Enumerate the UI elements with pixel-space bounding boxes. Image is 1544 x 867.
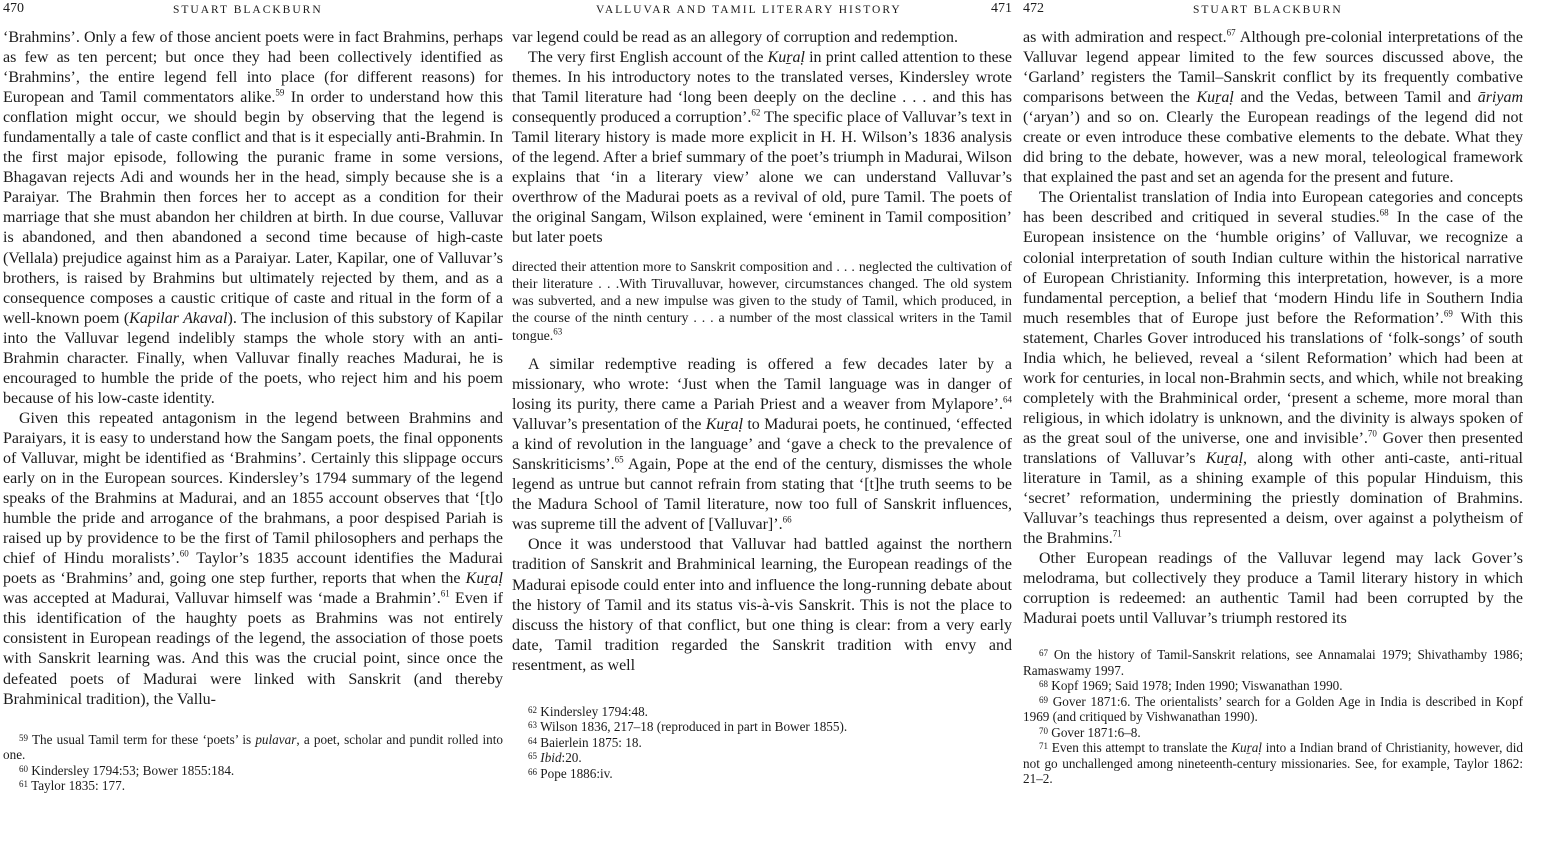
page-472 [1023,0,1523,867]
running-head: STUART BLACKBURN [173,4,323,16]
footnote-60: $^{60}$ Kindersley 1794:53; Bower 1855:184. [19,762,235,778]
page-number: 470 [3,1,24,16]
footnote-number: 66 [528,766,537,777]
paragraph: The Orientalist translation of India into European categories and concepts has been described and critiqued in several studies.$^{68}$ In the case of the European insistence on the ‘humble origins’ of Valluvar, we recognize a colonial interpretation of south Indian culture within the historical narrative of European Christianity. Informing this interpretation, however, is a more fundamental perception, a belief that ‘modern Hindu life in Southern India much resembles that of Europe just before the Reformation’.$^{69}$ With this statement, Charles Gover introduced his translations of ‘folk-songs’ of south India which, he believed, reveal a ‘silent Reformation’ which had been at work for centuries, in local non-Brahmin sects, and which, while not breaking completely with the Brahminical order, ‘present a scheme, more moral than religious, in which idolatry is unknown, and the divinity is always spoken of as the great soul of the universe, one and invisible’.$^{70}$ Gover then presented translations of Valluvar’s Kuṟaḷ, along with other anti-caste, anti-ritual literature in Tamil, as a shining example of this popular Hinduism, this ‘secret’ reformation, undermining the priestly domination of Brahmins. Valluvar’s teachings thus represented a deism, over against a polytheism of the Brahmins.$^{71}$ [1023,189,1523,548]
footnote-70: $^{70}$ Gover 1871:6–8. [1039,724,1141,740]
footnote-ref[interactable]: 61 [440,588,450,599]
italic-term: Kuṟaḷ [767,49,805,67]
footnote-71: $^{71}$ Even this attempt to translate the Kuṟaḷ into a Indian brand of Christianity, however, did not go unchallenged among nineteenth-century missionaries. See, for example, Taylor 1862: 21–2. [1023,740,1523,787]
footnote-59: $^{59}$ The usual Tamil term for these ‘poets’ is pulavar, a poet, scholar and pundit rolled into one. [3,731,503,763]
paragraph: ‘Brahmins’. Only a few of those ancient poets were in fact Brahmins, perhaps as few as ten percent; but once they had been collectively identified as ‘Brahmins’, the entire legend fell into place (for different reasons) for European and Tamil commentators alike.$^{59}$ In order to understand how this conflation might occur, we should begin by observing that the legend is fundamentally a tale of caste conflict and that is it especially anti-Brahmin. In the first major episode, following the puranic frame in some versions, Bhagavan rejects Adi and wounds her in the head, simply because she is a Paraiyar. The Brahmin then forces her to accept as a condition for their marriage that she must abandon her children at birth. In due course, Valluvar is abandoned, and then abandoned a second time because of high-caste (Vellala) prejudice against him as a Paraiyar. Later, Kapilar, one of Valluvar’s brothers, is raised by Brahmins but ultimately rejected by them, and as a consequence composes a caustic critique of caste and ritual in the form of a well-known poem (Kapilar Akaval). The inclusion of this substory of Kapilar into the Valluvar legend indelibly stamps the whole story with an anti-Brahmin character. Finally, when Valluvar finally reaches Madurai, he is encouraged to humble the pride of the poets, who reject him and his poem because of his low-caste identity. [3,29,503,407]
italic-term: Ibid [540,750,562,766]
paragraph: A similar redemptive reading is offered a few decades later by a missionary, who wrote: ‘Just when the Tamil language was in danger of losing its purity, there came a Pariah Priest and a weaver from Mylapore’.$^{64}$ Valluvar’s presentation of the Kuṟaḷ to Madurai poets, he continued, ‘effected a kind of revolution in the language’ and ‘gave a check to the prevalence of Sanskriticisms’.$^{65}$ Again, Pope at the end of the century, dismisses the whole legend as untrue but cannot refrain from stating that ‘[t]he truth seems to be the Madura School of Tamil literature, now too full of Sanskrit influences, was supreme till the advent of [Valluvar]’.$^{66}$ [512,356,1012,534]
footnote-number: 69 [1039,694,1048,705]
italic-term: Kuṟaḷ [1196,89,1234,107]
footnotes [3,732,503,794]
footnote-ref[interactable]: 69 [1443,308,1453,319]
footnote-62: $^{62}$ Kindersley 1794:48. [528,703,648,719]
footnote-number: 70 [1039,725,1048,736]
page-number: 471 [991,1,1012,16]
paragraph: as with admiration and respect.$^{67}$ Although pre-colonial interpretations of the Valluvar legend appear limited to the few sources discussed above, the ‘Garland’ registers the Tamil–Sanskrit conflict by its frequently combative comparisons between the Kuṟaḷ and the Vedas, between Tamil and āriyam (‘aryan’) and so on. Clearly the European readings of the legend did not create or even introduce these combative elements to the debate. What they did bring to the debate, however, was a new moral, teleological framework that explained the past and set an agenda for the present and future. [1023,27,1523,187]
italic-term: Kuṟaḷ [1231,740,1262,756]
running-head: VALLUVAR AND TAMIL LITERARY HISTORY [596,4,902,16]
page-header [1023,0,1523,20]
page-header [512,0,1012,20]
footnote-ref[interactable]: 64 [1003,394,1012,405]
footnote-number: 71 [1039,741,1048,752]
page-471 [512,0,1012,867]
footnote-ref[interactable]: 67 [1226,27,1236,38]
footnote-ref[interactable]: 62 [751,107,761,118]
footnote-63: $^{63}$ Wilson 1836, 217–18 (reproduced in part in Bower 1855). [528,719,848,735]
paragraph: Other European readings of the Valluvar legend may lack Gover’s melodrama, but collectively they produce a Tamil literary history in which corruption is redeemed: an authentic Tamil had been corrupted by the Madurai poets until Valluvar’s triumph restored its [1023,550,1523,628]
footnote-64: $^{64}$ Baierlein 1875: 18. [528,734,642,750]
footnote-ref[interactable]: 71 [1112,528,1122,539]
body-text [1023,28,1523,629]
footnote-ref[interactable]: 59 [275,87,285,98]
footnote-69: $^{69}$ Gover 1871:6. The orientalists’ search for a Golden Age in India is described in Kopf 1969 (and critiqued by Vishwanathan 1990). [1023,693,1523,725]
footnote-number: 59 [19,732,28,743]
italic-term: Kuṟaḷ [465,570,503,588]
italic-term: Kapilar Akaval [129,309,228,327]
page-470 [3,0,503,867]
italic-term: Kuṟaḷ [705,416,744,434]
paragraph: Once it was understood that Valluvar had battled against the northern tradition of Sanskrit and Brahminical learning, the European readings of the Madurai episode could enter into and influence the long-running debate about the history of Tamil and its status vis-à-vis Sanskrit. This is not the place to discuss the history of that conflict, but one thing is clear: from a very early date, Tamil tradition regarded the Sanskrit tradition with envy and resentment, as well [512,536,1012,674]
page-number: 472 [1023,1,1044,16]
footnote-number: 60 [19,763,28,774]
footnote-number: 64 [528,735,537,746]
running-head: STUART BLACKBURN [1193,4,1343,16]
paragraph: Given this repeated antagonism in the legend between Brahmins and Paraiyars, it is easy to understand how the Sangam poets, the final opponents of Valluvar, might be identified as ‘Brahmins’. Certainly this slippage occurs early on in the European sources. Kindersley’s 1794 summary of the legend speaks of the Brahmins at Madurai, and an 1855 account observes that ‘[t]o humble the pride and arrogance of the brahmans, a poor despised Pariah is raised up by providence to be the first of Tamil philosophers and perhaps the chief of Hindu moralists’.$^{60}$ Taylor’s 1835 account identifies the Madurai poets as ‘Brahmins’ and, going one step further, reports that when the Kuṟaḷ was accepted at Madurai, Valluvar himself was ‘made a Brahmin’.$^{61}$ Even if this identification of the haughty poets as Brahmins was not entirely consistent in European readings of the legend, the association of those poets with Sanskrit learning was. And this was the crucial point, since once the defeated poets of Madurai were linked with Sanskrit (and thereby Brahminical tradition), the Vallu- [3,409,503,708]
block-quote: directed their attention more to Sanskrit composition and . . . neglected the cultivation of their literature . . .With Tiruvalluvar, however, circumstances changed. The old system was subverted, and a new impulse was given to the study of Tamil, which produced, in the course of the ninth century . . . a number of the most classical writers in the Tamil tongue.$^{63}$ [512,259,1012,344]
footnote-number: 68 [1039,679,1048,690]
footnote-number: 65 [528,751,537,762]
footnote-65: $^{65}$ Ibid:20. [528,750,582,766]
footnote-61: $^{61}$ Taylor 1835: 177. [19,778,126,794]
paragraph: var legend could be read as an allegory of corruption and redemption. [512,29,959,46]
footnote-number: 63 [528,720,537,731]
footnote-number: 67 [1039,648,1048,659]
footnote-ref[interactable]: 70 [1367,428,1377,439]
footnote-number: 61 [19,779,28,790]
footnote-ref[interactable]: 68 [1379,208,1389,219]
italic-term: pulavar [255,731,297,747]
body-text [3,28,503,710]
footnote-ref[interactable]: 60 [179,548,189,559]
italic-term: āriyam [1477,89,1523,107]
paragraph: The very first English account of the Kuṟaḷ in print called attention to these themes. In his introductory notes to the translated verses, Kindersley wrote that Tamil literature had ‘long been deeply on the decline . . . and this has consequently produced a corruption’.$^{62}$ The specific place of Valluvar’s text in Tamil literary history is made more explicit in H. H. Wilson’s 1836 analysis of the legend. After a brief summary of the poet’s triumph in Madurai, Wilson explains that ‘in a literary view’ alone we can understand Valluvar’s overthrow of the Madurai poets as a revival of old, pure Tamil. The poets of the original Sangam, Wilson explained, were ‘eminent in Tamil composition’ but later poets [512,49,1012,247]
footnote-ref[interactable]: 63 [553,326,563,337]
footnote-ref[interactable]: 66 [782,515,792,526]
italic-term: Kuṟaḷ [1205,449,1244,467]
footnotes [512,704,1012,782]
footnote-68: $^{68}$ Kopf 1969; Said 1978; Inden 1990; Viswanathan 1990. [1039,678,1343,694]
footnote-66: $^{66}$ Pope 1886:iv. [528,765,613,781]
footnote-number: 62 [528,704,537,715]
footnote-ref[interactable]: 65 [614,454,624,465]
body-text [512,28,1012,676]
footnotes [1023,647,1523,787]
footnote-67: $^{67}$ On the history of Tamil-Sanskrit relations, see Annamalai 1979; Shivathamby 1986; Ramaswamy 1997. [1023,647,1523,678]
page-header [3,0,503,20]
